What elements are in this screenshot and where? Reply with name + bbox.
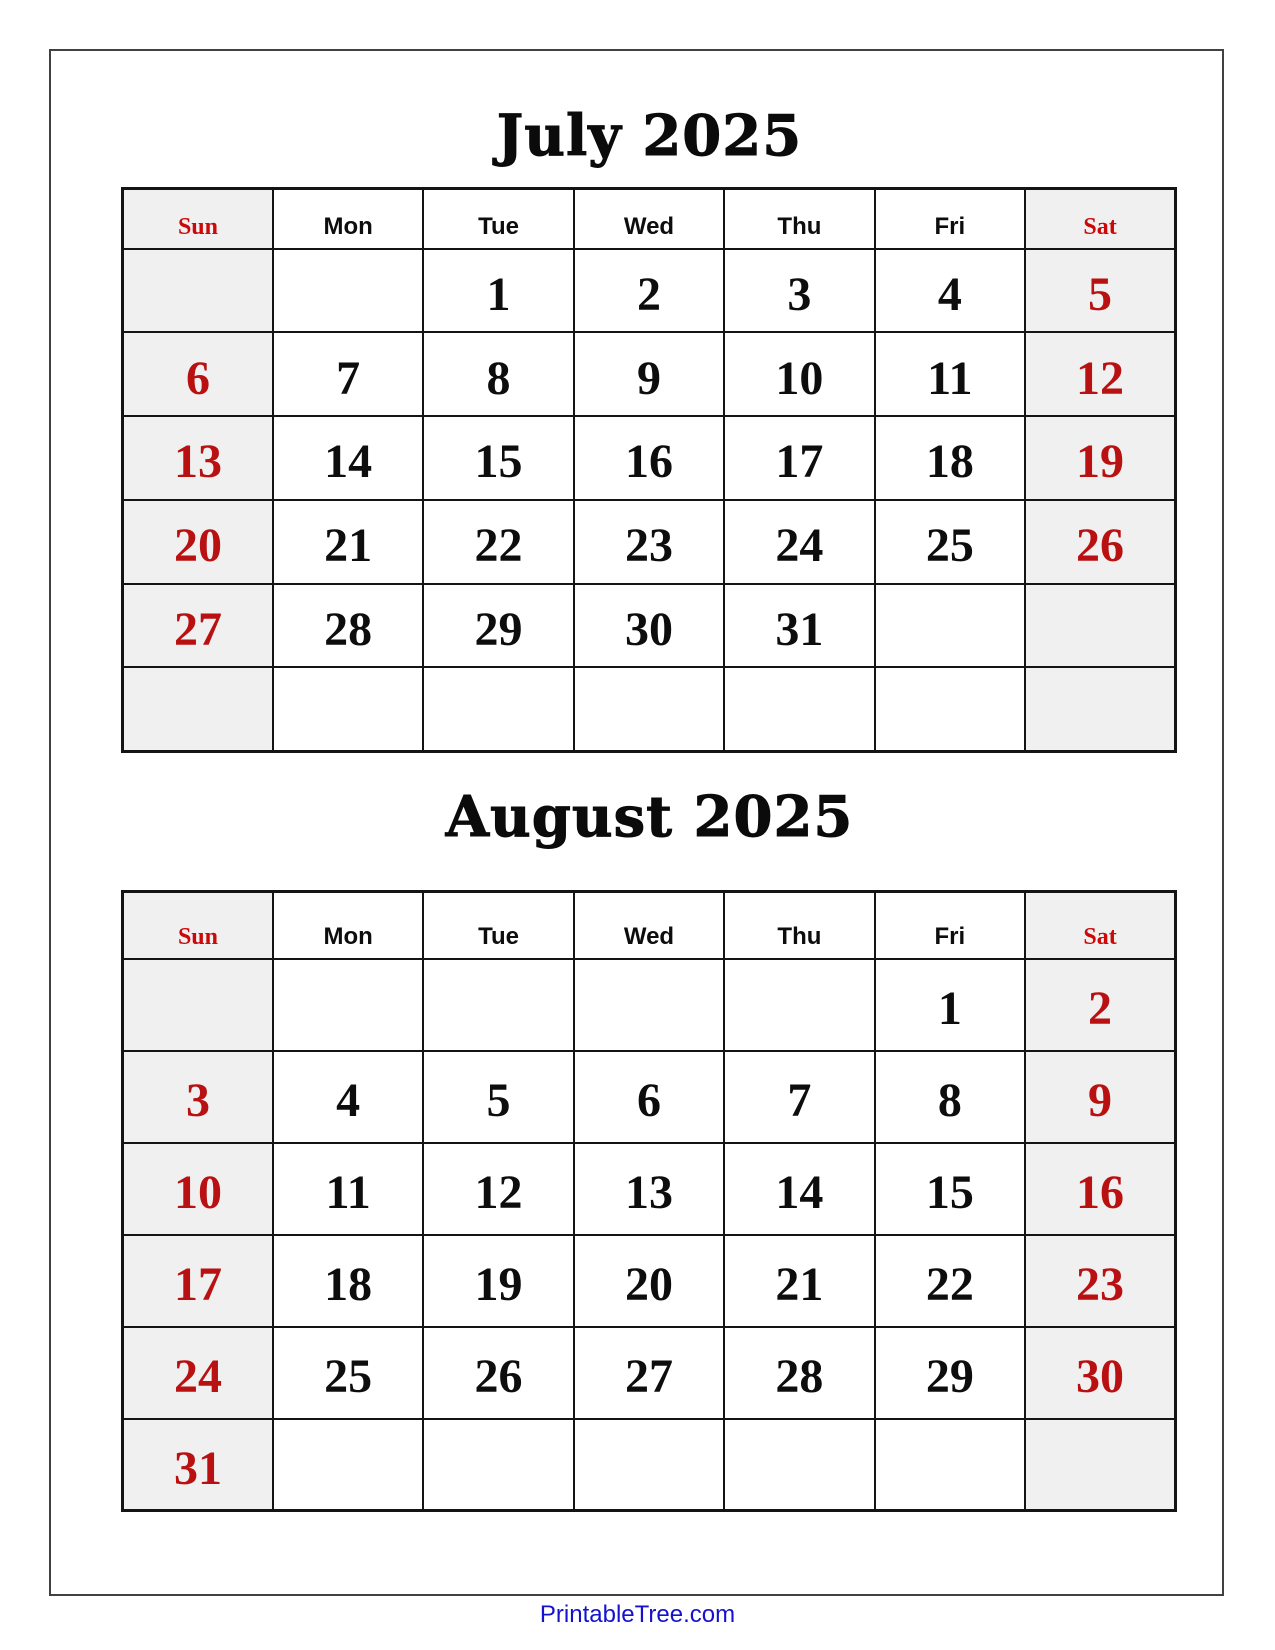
week-row xyxy=(123,500,1176,584)
day-number: 13 xyxy=(624,1166,673,1219)
day-header-row xyxy=(123,892,1176,959)
day-number: 20 xyxy=(173,519,222,573)
day-cell-12 xyxy=(1025,332,1175,416)
day-cell-empty xyxy=(875,667,1025,751)
day-number: 25 xyxy=(324,1350,373,1403)
week-row xyxy=(123,1419,1176,1511)
day-cell-empty xyxy=(123,959,273,1051)
day-number: 26 xyxy=(1076,519,1125,573)
week-row xyxy=(123,1235,1176,1327)
day-cell-9 xyxy=(1025,1051,1175,1143)
day-number: 14 xyxy=(324,435,373,489)
day-cell-25 xyxy=(875,500,1025,584)
day-cell-9 xyxy=(574,332,724,416)
day-cell-empty xyxy=(1025,667,1175,751)
day-cell-empty xyxy=(423,667,573,751)
day-cell-25 xyxy=(273,1327,423,1419)
day-cell-17 xyxy=(724,416,874,500)
day-cell-28 xyxy=(724,1327,874,1419)
day-cell-11 xyxy=(875,332,1025,416)
day-number: 2 xyxy=(636,267,661,321)
day-cell-8 xyxy=(423,332,573,416)
day-cell-3 xyxy=(724,249,874,333)
day-number: 20 xyxy=(624,1258,673,1311)
day-number: 18 xyxy=(324,1258,373,1311)
day-cell-19 xyxy=(423,1235,573,1327)
day-cell-empty xyxy=(273,1419,423,1511)
day-cell-13 xyxy=(574,1143,724,1235)
day-cell-29 xyxy=(875,1327,1025,1419)
day-cell-15 xyxy=(423,416,573,500)
day-number: 22 xyxy=(925,1258,974,1311)
day-cell-11 xyxy=(273,1143,423,1235)
day-number: 5 xyxy=(486,1074,511,1127)
day-cell-5 xyxy=(423,1051,573,1143)
day-cell-7 xyxy=(724,1051,874,1143)
week-row xyxy=(123,959,1176,1051)
day-cell-27 xyxy=(123,584,273,668)
day-cell-empty xyxy=(875,584,1025,668)
day-number: 5 xyxy=(1088,267,1113,321)
day-number: 29 xyxy=(474,603,523,657)
day-number: 31 xyxy=(173,1441,222,1495)
day-cell-4 xyxy=(273,1051,423,1143)
week-row xyxy=(123,1143,1176,1235)
day-cell-empty xyxy=(574,959,724,1051)
day-cell-23 xyxy=(1025,1235,1175,1327)
day-cell-empty xyxy=(423,1419,573,1511)
day-cell-28 xyxy=(273,584,423,668)
day-number: 24 xyxy=(173,1350,222,1403)
day-cell-14 xyxy=(724,1143,874,1235)
day-number: 16 xyxy=(624,435,673,489)
week-row xyxy=(123,1051,1176,1143)
day-cell-empty xyxy=(724,959,874,1051)
day-cell-5 xyxy=(1025,249,1175,333)
week-row xyxy=(123,1327,1176,1419)
week-row xyxy=(123,584,1176,668)
day-number: 25 xyxy=(925,519,974,573)
day-header-mon: Mon xyxy=(273,892,423,959)
day-number: 18 xyxy=(925,435,974,489)
calendar-grid-august xyxy=(121,890,1177,1512)
day-number: 7 xyxy=(336,351,361,405)
day-number: 10 xyxy=(775,351,824,405)
day-number: 11 xyxy=(325,1166,371,1219)
day-number: 10 xyxy=(173,1166,222,1219)
day-cell-6 xyxy=(574,1051,724,1143)
day-number: 23 xyxy=(1076,1258,1125,1311)
day-number: 9 xyxy=(1088,1074,1113,1127)
day-header-tue: Tue xyxy=(423,189,573,249)
week-row xyxy=(123,249,1176,333)
week-row xyxy=(123,332,1176,416)
day-cell-empty xyxy=(273,667,423,751)
day-cell-16 xyxy=(1025,1143,1175,1235)
day-cell-empty xyxy=(123,249,273,333)
day-cell-empty xyxy=(123,667,273,751)
day-number: 7 xyxy=(787,1074,812,1127)
day-number: 22 xyxy=(474,519,523,573)
day-number: 3 xyxy=(185,1074,210,1127)
day-number: 30 xyxy=(1076,1350,1125,1403)
day-cell-empty xyxy=(423,959,573,1051)
day-header-sun: Sun xyxy=(123,892,273,959)
day-cell-empty xyxy=(1025,1419,1175,1511)
day-cell-22 xyxy=(875,1235,1025,1327)
day-header-tue: Tue xyxy=(423,892,573,959)
day-number: 8 xyxy=(486,351,511,405)
day-number: 3 xyxy=(787,267,812,321)
day-cell-21 xyxy=(273,500,423,584)
day-number: 21 xyxy=(775,1258,824,1311)
week-row xyxy=(123,416,1176,500)
day-cell-12 xyxy=(423,1143,573,1235)
day-number: 19 xyxy=(1076,435,1125,489)
calendar-grid-july xyxy=(121,187,1177,753)
day-number: 29 xyxy=(925,1350,974,1403)
day-cell-empty xyxy=(273,249,423,333)
day-number: 31 xyxy=(775,603,824,657)
day-number: 14 xyxy=(775,1166,824,1219)
day-cell-17 xyxy=(123,1235,273,1327)
day-number: 19 xyxy=(474,1258,523,1311)
day-number: 1 xyxy=(486,267,511,321)
day-header-sat: Sat xyxy=(1025,189,1175,249)
day-number: 26 xyxy=(474,1350,523,1403)
day-cell-24 xyxy=(724,500,874,584)
day-number: 28 xyxy=(324,603,373,657)
day-cell-empty xyxy=(574,667,724,751)
day-cell-20 xyxy=(574,1235,724,1327)
day-number: 16 xyxy=(1076,1166,1125,1219)
day-cell-16 xyxy=(574,416,724,500)
day-cell-6 xyxy=(123,332,273,416)
day-number: 23 xyxy=(624,519,673,573)
day-number: 27 xyxy=(173,603,222,657)
day-cell-empty xyxy=(724,667,874,751)
day-cell-24 xyxy=(123,1327,273,1419)
day-cell-22 xyxy=(423,500,573,584)
day-cell-empty xyxy=(273,959,423,1051)
day-cell-23 xyxy=(574,500,724,584)
day-number: 21 xyxy=(324,519,373,573)
week-row xyxy=(123,667,1176,751)
footer-link[interactable]: PrintableTree.com xyxy=(539,1601,736,1628)
day-number: 17 xyxy=(775,435,824,489)
day-cell-30 xyxy=(1025,1327,1175,1419)
day-cell-empty xyxy=(875,1419,1025,1511)
day-cell-4 xyxy=(875,249,1025,333)
day-header-wed: Wed xyxy=(574,189,724,249)
day-cell-14 xyxy=(273,416,423,500)
day-number: 15 xyxy=(925,1166,974,1219)
day-cell-21 xyxy=(724,1235,874,1327)
day-header-mon: Mon xyxy=(273,189,423,249)
day-number: 9 xyxy=(636,351,661,405)
calendar-title-july: July 2025 xyxy=(496,103,803,169)
day-number: 6 xyxy=(185,351,210,405)
day-number: 4 xyxy=(336,1074,361,1127)
day-number: 24 xyxy=(775,519,824,573)
day-header-wed: Wed xyxy=(574,892,724,959)
day-cell-27 xyxy=(574,1327,724,1419)
day-cell-1 xyxy=(423,249,573,333)
day-cell-19 xyxy=(1025,416,1175,500)
day-header-sun: Sun xyxy=(123,189,273,249)
day-number: 6 xyxy=(636,1074,661,1127)
day-cell-10 xyxy=(123,1143,273,1235)
day-header-thu: Thu xyxy=(724,189,874,249)
day-cell-8 xyxy=(875,1051,1025,1143)
day-number: 13 xyxy=(173,435,222,489)
day-number: 15 xyxy=(474,435,523,489)
day-number: 8 xyxy=(937,1074,962,1127)
day-cell-empty xyxy=(1025,584,1175,668)
day-cell-empty xyxy=(574,1419,724,1511)
day-number: 17 xyxy=(173,1258,222,1311)
footer xyxy=(0,1601,1275,1629)
day-cell-3 xyxy=(123,1051,273,1143)
day-number: 28 xyxy=(775,1350,824,1403)
day-number: 30 xyxy=(624,603,673,657)
day-cell-18 xyxy=(875,416,1025,500)
day-number: 2 xyxy=(1088,982,1113,1035)
day-header-fri: Fri xyxy=(875,189,1025,249)
day-cell-18 xyxy=(273,1235,423,1327)
day-header-row xyxy=(123,189,1176,249)
day-cell-26 xyxy=(1025,500,1175,584)
day-cell-15 xyxy=(875,1143,1025,1235)
day-cell-31 xyxy=(724,584,874,668)
day-cell-1 xyxy=(875,959,1025,1051)
day-header-sat: Sat xyxy=(1025,892,1175,959)
day-number: 12 xyxy=(474,1166,523,1219)
calendar-title-august: August 2025 xyxy=(445,784,854,850)
day-number: 27 xyxy=(624,1350,673,1403)
day-number: 11 xyxy=(927,351,973,405)
day-cell-31 xyxy=(123,1419,273,1511)
day-cell-20 xyxy=(123,500,273,584)
day-cell-empty xyxy=(724,1419,874,1511)
day-header-fri: Fri xyxy=(875,892,1025,959)
day-cell-26 xyxy=(423,1327,573,1419)
day-header-thu: Thu xyxy=(724,892,874,959)
day-cell-7 xyxy=(273,332,423,416)
day-cell-30 xyxy=(574,584,724,668)
day-number: 12 xyxy=(1076,351,1125,405)
day-number: 1 xyxy=(937,982,962,1035)
day-cell-10 xyxy=(724,332,874,416)
day-cell-29 xyxy=(423,584,573,668)
day-number: 4 xyxy=(937,267,962,321)
day-cell-2 xyxy=(574,249,724,333)
day-cell-13 xyxy=(123,416,273,500)
day-cell-2 xyxy=(1025,959,1175,1051)
